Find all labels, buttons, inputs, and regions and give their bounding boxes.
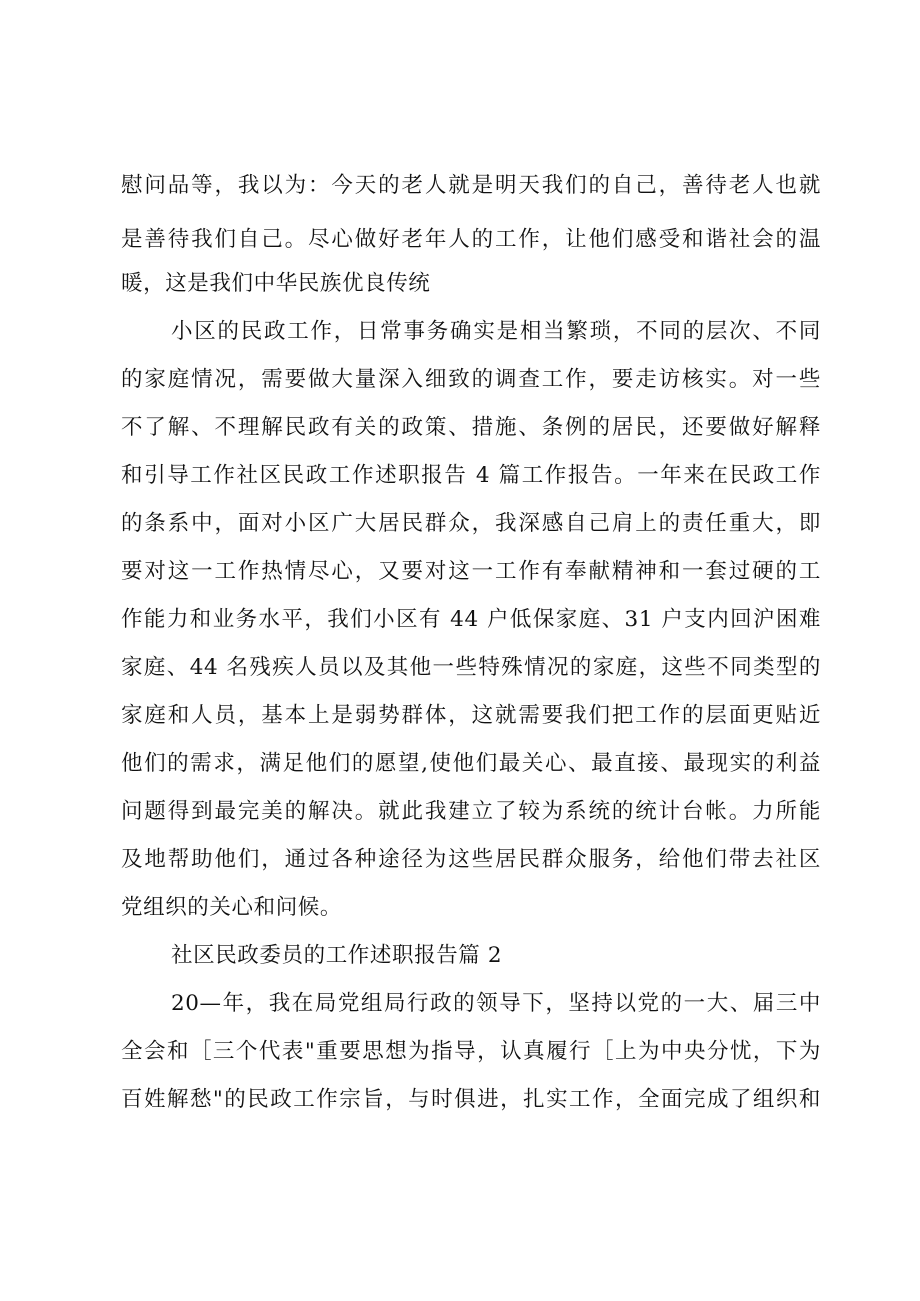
text-line: 党组织的关心和问候。	[121, 895, 343, 920]
text-line: 问题得到最完美的解决。就此我建立了较为系统的统计台帐。力所能	[121, 799, 821, 824]
text-line: 百姓解愁"的民政工作宗旨，与时俱进，扎实工作，全面完成了组织和	[121, 1087, 821, 1112]
text-line: 的条系中，面对小区广大居民群众，我深感自己肩上的责任重大，即	[121, 511, 821, 536]
text-line: 要对这一工作热情尽心，又要对这一工作有奉献精神和一套过硬的工	[121, 559, 821, 584]
text-line: 和引导工作社区民政工作述职报告 4 篇工作报告。一年来在民政工作	[121, 463, 821, 488]
text-line: 是善待我们自己。尽心做好老年人的工作，让他们感受和谐社会的温	[121, 227, 821, 252]
text-line: 20—年，我在局党组局行政的领导下，坚持以党的一大、届三中	[171, 991, 821, 1016]
text-line: 暖，这是我们中华民族优良传统	[121, 271, 431, 296]
text-line: 家庭和人员，基本上是弱势群体，这就需要我们把工作的层面更贴近	[121, 703, 821, 728]
text-line: 及地帮助他们，通过各种途径为这些居民群众服务，给他们带去社区	[121, 847, 821, 872]
text-line: 小区的民政工作，日常事务确实是相当繁琐，不同的层次、不同	[171, 319, 821, 344]
text-line: 全会和［三个代表"重要思想为指导，认真履行［上为中央分忧，下为	[121, 1039, 821, 1064]
text-line: 他们的需求，满足他们的愿望,使他们最关心、最直接、最现实的利益	[121, 751, 821, 776]
text-line: 家庭、44 名残疾人员以及其他一些特殊情况的家庭，这些不同类型的	[121, 655, 821, 680]
text-line: 不了解、不理解民政有关的政策、措施、条例的居民，还要做好解释	[121, 415, 821, 440]
section-heading: 社区民政委员的工作述职报告篇 2	[171, 943, 503, 968]
text-line: 慰问品等，我以为：今天的老人就是明天我们的自己，善待老人也就	[121, 173, 821, 198]
text-line: 的家庭情况，需要做大量深入细致的调查工作，要走访核实。对一些	[121, 367, 821, 392]
text-line: 作能力和业务水平，我们小区有 44 户低保家庭、31 户支内回沪困难	[121, 607, 821, 632]
